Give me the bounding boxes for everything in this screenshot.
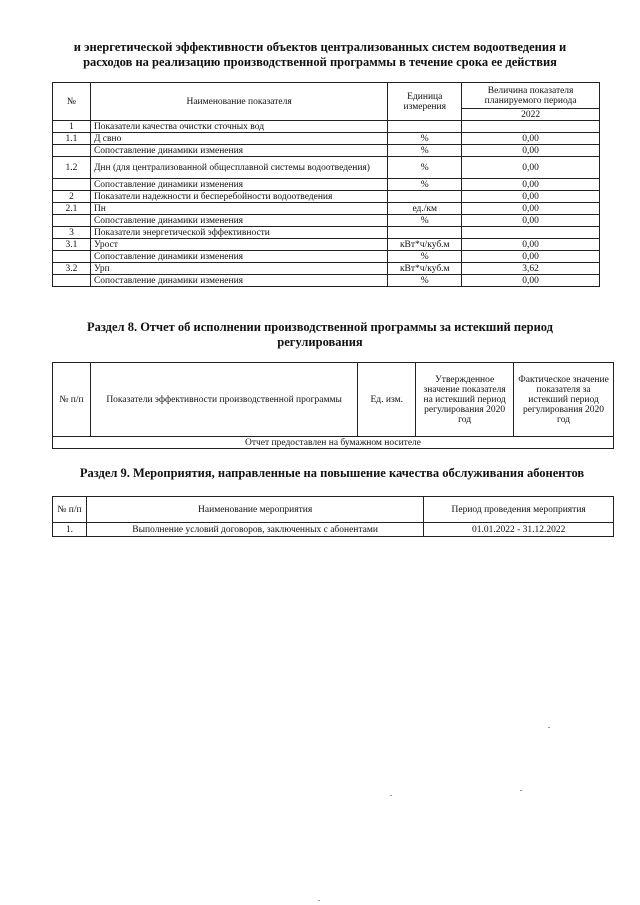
scan-speck bbox=[548, 727, 550, 728]
indicator-num: 3.1 bbox=[53, 239, 91, 251]
measures-row bbox=[53, 523, 614, 537]
indicator-value: 0,00 bbox=[462, 215, 600, 227]
section8-title bbox=[40, 320, 600, 350]
indicator-name: Показатели качества очистки сточных вод bbox=[90, 121, 387, 133]
indicator-unit: % bbox=[388, 157, 462, 179]
indicator-name: Пн bbox=[90, 203, 387, 215]
indicator-row bbox=[53, 275, 600, 287]
scan-speck bbox=[520, 790, 522, 791]
report-header-approved: Утвержденное значение показателя на истекший период регулирования 2020 год bbox=[416, 363, 514, 437]
header-year: 2022 bbox=[462, 109, 600, 121]
scan-speck bbox=[390, 795, 392, 796]
indicator-value: 0,00 bbox=[462, 251, 600, 263]
indicator-value: 0,00 bbox=[462, 145, 600, 157]
indicator-unit: % bbox=[388, 133, 462, 145]
indicator-num bbox=[53, 251, 91, 263]
indicator-name: Сопоставление динамики изменения bbox=[90, 275, 387, 287]
indicator-value: 0,00 bbox=[462, 133, 600, 145]
header-unit: Единица измерения bbox=[388, 83, 462, 121]
indicator-unit bbox=[388, 227, 462, 239]
indicator-unit: % bbox=[388, 145, 462, 157]
indicator-row bbox=[53, 215, 600, 227]
measures-header-name: Наименование мероприятия bbox=[86, 497, 423, 523]
report-header-num: № п/п bbox=[53, 363, 91, 437]
report-header-name: Показатели эффективности производственной программы bbox=[90, 363, 357, 437]
indicators-body bbox=[53, 121, 600, 287]
scan-speck bbox=[318, 900, 320, 901]
indicator-name: Показатели энергетической эффективности bbox=[90, 227, 387, 239]
indicator-row bbox=[53, 133, 600, 145]
indicator-value: 0,00 bbox=[462, 157, 600, 179]
header-num: № bbox=[53, 83, 91, 121]
indicator-unit: кВт*ч/куб.м bbox=[388, 239, 462, 251]
indicator-unit: % bbox=[388, 179, 462, 191]
indicator-value: 0,00 bbox=[462, 239, 600, 251]
indicator-num bbox=[53, 275, 91, 287]
report-header-actual: Фактическое значение показателя за истекший период регулирования 2020 год bbox=[514, 363, 614, 437]
indicator-value bbox=[462, 227, 600, 239]
indicator-num bbox=[53, 215, 91, 227]
indicator-num: 1.1 bbox=[53, 133, 91, 145]
indicator-num: 1.2 bbox=[53, 157, 91, 179]
indicator-row bbox=[53, 145, 600, 157]
report-note: Отчет предоставлен на бумажном носителе bbox=[53, 437, 614, 449]
indicator-row bbox=[53, 179, 600, 191]
measures-row-name: Выполнение условий договоров, заключенных с абонентами bbox=[86, 523, 423, 537]
indicator-unit: ед./км bbox=[388, 203, 462, 215]
indicator-value: 3,62 bbox=[462, 263, 600, 275]
header-value: Величина показателя планируемого периода bbox=[462, 83, 600, 109]
indicator-row bbox=[53, 227, 600, 239]
section8-title-line-1: Раздел 8. Отчет об исполнении производственной программы за истекший период bbox=[87, 320, 553, 334]
indicators-header-row bbox=[53, 83, 600, 109]
measures-header-num: № п/п bbox=[53, 497, 87, 523]
indicator-unit: % bbox=[388, 215, 462, 227]
indicator-num: 1 bbox=[53, 121, 91, 133]
indicator-row bbox=[53, 203, 600, 215]
section9-title: Раздел 9. Мероприятия, направленные на повышение качества обслуживания абонентов bbox=[79, 466, 585, 480]
header-name: Наименование показателя bbox=[90, 83, 387, 121]
indicator-num bbox=[53, 179, 91, 191]
document-heading bbox=[40, 40, 600, 70]
report-table bbox=[52, 362, 614, 449]
indicator-row bbox=[53, 239, 600, 251]
indicator-row bbox=[53, 121, 600, 133]
indicator-num: 3 bbox=[53, 227, 91, 239]
indicator-row bbox=[53, 157, 600, 179]
indicator-unit bbox=[388, 121, 462, 133]
measures-row-num: 1. bbox=[53, 523, 87, 537]
measures-header-row bbox=[53, 497, 614, 523]
indicator-value: 0,00 bbox=[462, 275, 600, 287]
heading-line-2: расходов на реализацию производственной программы в течение срока ее действия bbox=[83, 55, 557, 69]
indicator-unit bbox=[388, 191, 462, 203]
measures-header-period: Период проведения мероприятия bbox=[424, 497, 614, 523]
indicator-name: Сопоставление динамики изменения bbox=[90, 145, 387, 157]
indicator-name: Сопоставление динамики изменения bbox=[90, 215, 387, 227]
indicator-name: Урп bbox=[90, 263, 387, 275]
indicator-row bbox=[53, 263, 600, 275]
indicator-num: 3.2 bbox=[53, 263, 91, 275]
indicator-row bbox=[53, 251, 600, 263]
indicator-name: Днн (для централизованной общесплавной системы водоотведения) bbox=[90, 157, 387, 179]
indicator-num: 2 bbox=[53, 191, 91, 203]
indicator-value: 0,00 bbox=[462, 191, 600, 203]
heading-line-1: и энергетической эффективности объектов централизованных систем водоотведения и bbox=[73, 40, 567, 54]
measures-table bbox=[52, 496, 614, 537]
indicator-name: Урост bbox=[90, 239, 387, 251]
indicator-value: 0,00 bbox=[462, 203, 600, 215]
indicator-name: Показатели надежности и бесперебойности водоотведения bbox=[90, 191, 387, 203]
indicators-table bbox=[52, 82, 600, 287]
report-header-unit: Ед. изм. bbox=[358, 363, 416, 437]
indicator-value: 0,00 bbox=[462, 179, 600, 191]
measures-row-period: 01.01.2022 - 31.12.2022 bbox=[424, 523, 614, 537]
indicator-num bbox=[53, 145, 91, 157]
indicator-num: 2.1 bbox=[53, 203, 91, 215]
indicator-name: Д свно bbox=[90, 133, 387, 145]
indicator-unit: кВт*ч/куб.м bbox=[388, 263, 462, 275]
section8-title-line-2: регулирования bbox=[277, 335, 363, 349]
indicator-row bbox=[53, 191, 600, 203]
report-header-row bbox=[53, 363, 614, 437]
indicator-name: Сопоставление динамики изменения bbox=[90, 179, 387, 191]
indicator-unit: % bbox=[388, 251, 462, 263]
indicator-name: Сопоставление динамики изменения bbox=[90, 251, 387, 263]
indicator-value bbox=[462, 121, 600, 133]
indicator-unit: % bbox=[388, 275, 462, 287]
